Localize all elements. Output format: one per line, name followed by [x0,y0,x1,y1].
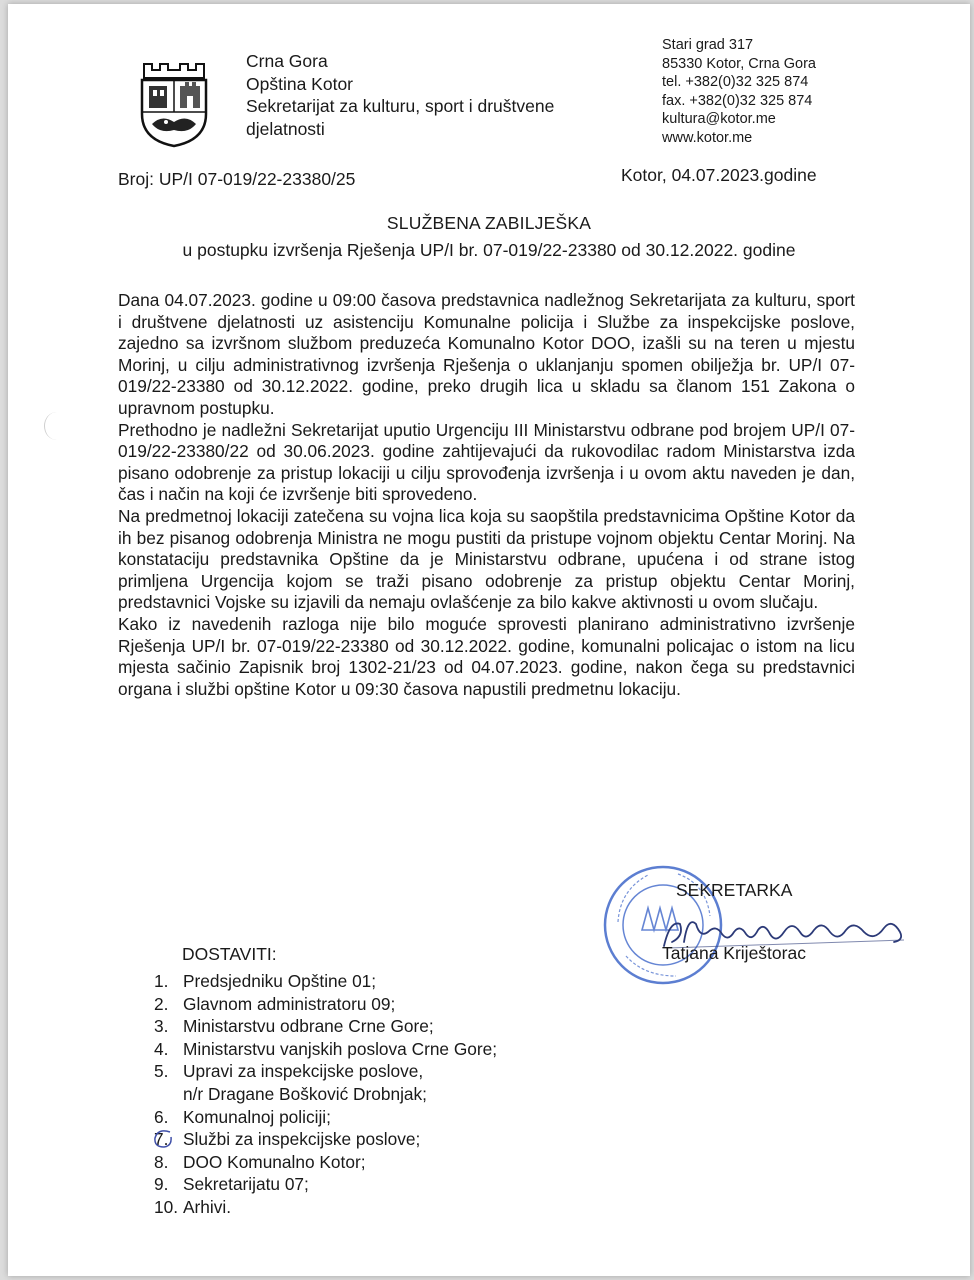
item-text: Sekretarijatu 07; [183,1174,309,1195]
contact-address: Stari grad 317 [662,37,754,53]
signature-block [598,860,928,1020]
punch-hole-mark [44,412,69,440]
list-item [154,1106,497,1129]
list-item [154,1038,497,1061]
item-number: 8. [154,1151,169,1172]
item-number: 3. [154,1016,169,1037]
item-text: Ministarstvu vanjskih poslova Crne Gore; [183,1038,498,1059]
document-title: SLUŽBENA ZABILJEŠKA [386,213,592,233]
organization-block [246,50,554,140]
list-item [154,1128,497,1151]
list-item-continuation: n/r Dragane Bošković Drobnjak; [183,1083,427,1104]
document-subtitle: u postupku izvršenja Rješenja UP/I br. 07-019/22-23380 od 30.12.2022. godine [182,240,796,260]
contact-block [662,36,816,148]
item-number: 4. [154,1038,169,1059]
item-number: 10. [154,1196,179,1217]
item-text: Službi za inspekcijske poslove; [183,1129,421,1150]
list-item [154,1060,497,1083]
body-paragraph: Dana 04.07.2023. godine u 09:00 časova predstavnica nadležnog Sekretarijata za kulturu, sport i društvene djelatnosti uz asistenciju Komunalne policija i Službe za inspekcijske poslove, zajedno sa izvršnom službom preduzeća Komunalno Kotor DOO, izašli su na teren u mjestu Morinj, u cilju administrativnog izvršenja Rješenja o uklanjanju spomen obilježja br. UP/I 07-019/22-23380 od 30.12.2022. godine, preko drugih lica u skladu sa članom 151 Zakona o upravnom postupku. [118,290,855,418]
item-number: 9. [154,1174,169,1195]
document-date: Kotor, 04.07.2023.godine [621,165,817,185]
list-item [154,1151,497,1174]
contact-fax: fax. +382(0)32 325 874 [662,92,813,109]
list-item [154,1015,497,1038]
contact-email: kultura@kotor.me [662,111,776,128]
kotor-coat-of-arms-icon [136,56,212,148]
org-line: djelatnosti [246,118,325,139]
list-item [154,1173,497,1196]
document-page [8,4,970,1276]
item-number: 1. [154,971,169,991]
contact-phone: tel. +382(0)32 325 874 [662,74,809,91]
item-number: 5. [154,1061,169,1082]
org-line: Opština Kotor [246,73,353,94]
handwritten-circle-mark-icon [152,1128,174,1150]
signatory-name: Tatjana Kriještorac [662,943,806,963]
org-line: Crna Gora [246,51,328,71]
item-text: Upravi za inspekcijske poslove, [183,1061,424,1082]
item-number: 6. [154,1106,169,1127]
body-paragraph: Kako iz navedenih razloga nije bilo moguće sprovesti planirano administrativno izvršenje Rješenja UP/I br. 07-019/22-23380 od 30.12.2022. godine, komunalni policajac o istom na licu mjesta sačinio Zapisnik broj 1302-21/23 od 04.07.2023. godine, nakon čega su predstavnici organa i službi opštine Kotor u 09:30 časova napustili predmetnu lokaciju. [118,613,855,699]
item-text: Arhivi. [183,1196,232,1217]
item-text: Ministarstvu odbrane Crne Gore; [183,1016,434,1037]
item-text: Glavnom administratoru 09; [183,993,396,1014]
document-body [118,290,855,700]
contact-city: 85330 Kotor, Crna Gora [662,55,816,72]
list-item [154,1196,497,1219]
item-text: Predsjedniku Opštine 01; [183,971,377,991]
reference-number: Broj: UP/I 07-019/22-23380/25 [118,169,356,189]
item-number: 2. [154,993,169,1014]
item-text: DOO Komunalno Kotor; [183,1151,366,1172]
body-paragraph: Na predmetnoj lokaciji zatečena su vojna lica koja su saopštila predstavnicima Opštine Kotor da ih bez pisanog odobrenja Ministra ne mogu pustiti da pristupe vojnom objektu Centar Morinj. Na konstataciju predstavnika Opštine da je Ministarstvu odbrane, upućena i od strane istog primljena Urgencija kojom se traži pisano odobrenje za pristup objektu Centar Morinj, predstavnici Vojske su izjavili da nemaju ovlašćenje za bilo kakve aktivnosti u ovom slučaju. [118,505,855,613]
distribution-list [154,970,497,1219]
distribution-heading: DOSTAVITI: [182,944,277,964]
body-paragraph: Prethodno je nadležni Sekretarijat uputio Urgenciju III Ministarstvu odbrane pod brojem UP/I 07-019/22-23380/22 od 30.06.2023. godine zahtijevajući da rukovodilac radom Ministarstva izda pisano odobrenje za pristup lokaciji u cilju sprovođenja izvršenja i u ovom aktu naveden je dan, čas i način na koji će izvršenje biti sprovedeno. [118,419,855,505]
org-line: Sekretarijat za kulturu, sport i društvene [246,96,555,116]
list-item [154,970,497,993]
list-item [154,993,497,1016]
item-text: Komunalnoj policiji; [183,1106,331,1127]
signatory-role: SEKRETARKA [676,880,793,900]
item-number: 7. [154,1129,169,1150]
contact-website: www.kotor.me [662,129,753,146]
